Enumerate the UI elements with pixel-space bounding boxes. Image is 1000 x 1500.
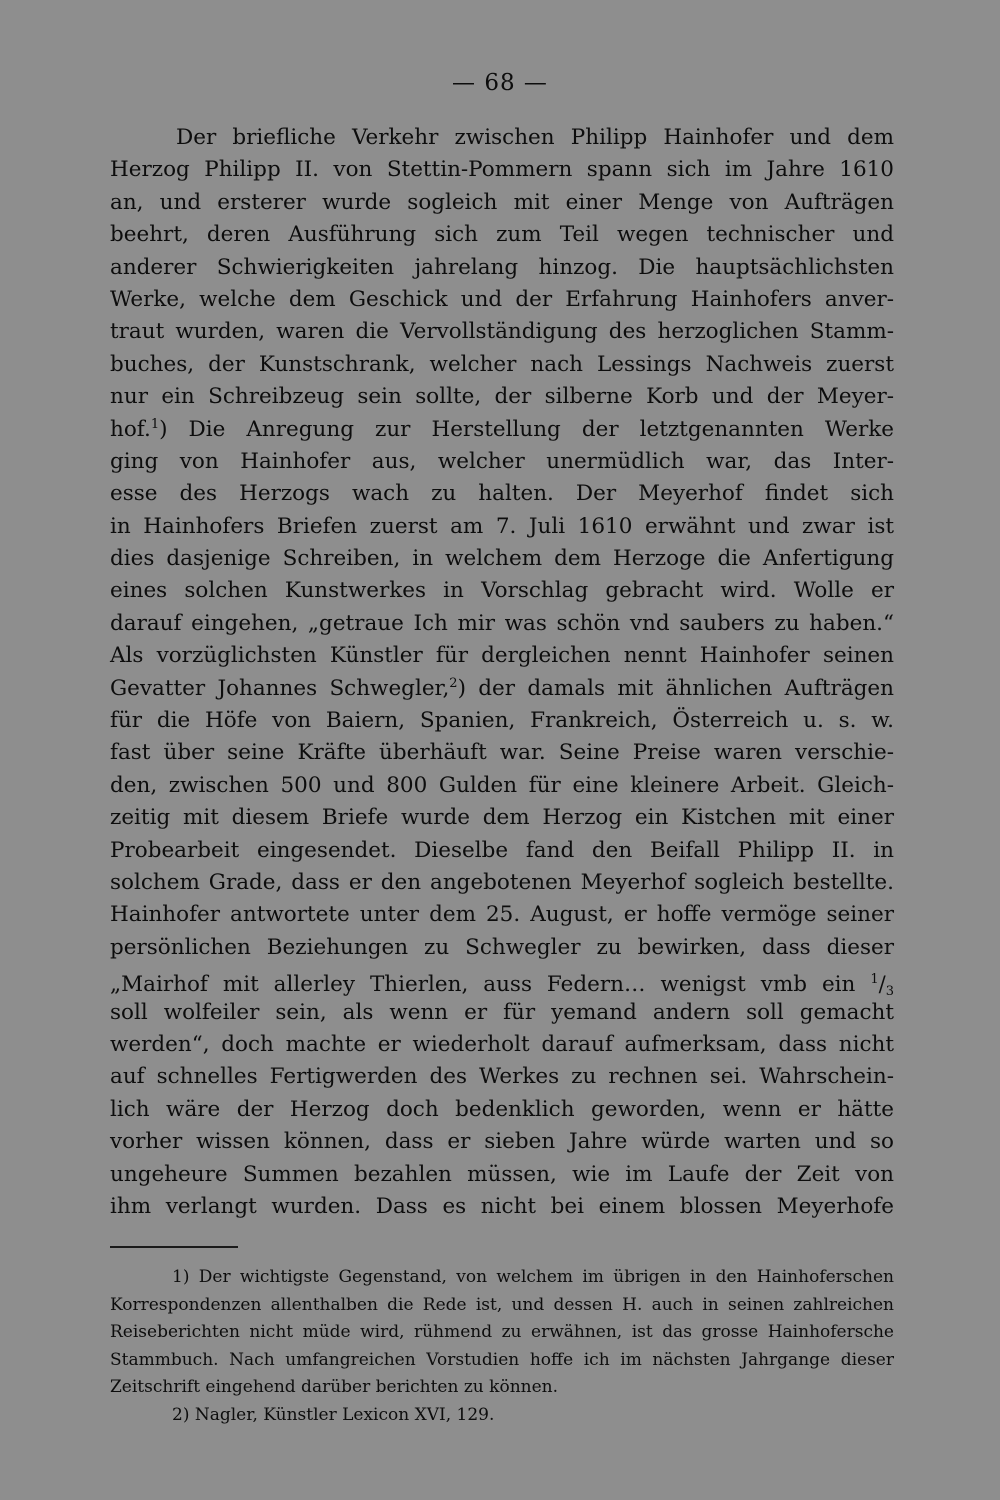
text-line: Herzog Philipp II. von Stettin-Pommern spann sich im Jahre 1610: [110, 157, 894, 183]
text-line: vorher wissen können, dass er sieben Jahre würde warten und so: [110, 1129, 894, 1155]
text-line: soll wolfeiler sein, als wenn er für yemand andern soll gemacht: [110, 999, 894, 1025]
text-line: in Hainhofers Briefen zuerst am 7. Juli 1610 erwähnt und zwar ist: [110, 513, 894, 539]
text-line: ungeheure Summen bezahlen müssen, wie im Laufe der Zeit von: [110, 1161, 894, 1187]
fraction-denominator: 3: [885, 984, 894, 1000]
text-line: Probearbeit eingesendet. Dieselbe fand den Beifall Philipp II. in: [110, 837, 894, 863]
text-line: buches, der Kunstschrank, welcher nach Lessings Nachweis zuerst: [110, 351, 894, 377]
text-line-with-footnote-ref: [110, 673, 894, 705]
main-text: [110, 122, 894, 1223]
text-line: traut wurden, waren die Vervollständigung des herzoglichen Stamm-: [110, 319, 894, 345]
fraction: $^1$/3: [870, 972, 894, 1000]
text-fragment: hof.: [110, 416, 151, 442]
footnote-line: Stammbuch. Nach umfangreichen Vorstudien hoffe ich im nächsten Jahrgange dieser: [110, 1349, 894, 1370]
text-line: zeitig mit diesem Briefe wurde dem Herzog ein Kistchen mit einer: [110, 805, 894, 831]
footnote-line: Korrespondenzen allenthalben die Rede ist, und dessen H. auch in seinen zahlreichen: [110, 1294, 894, 1315]
text-fragment: ) Die Anregung zur Herstellung der letztgenannten Werke: [159, 416, 894, 442]
footnote-line: 2) Nagler, Künstler Lexicon XVI, 129.: [172, 1404, 495, 1425]
text-fragment: „Mairhof mit allerley Thierlen, auss Federn… wenigst vmb ein: [110, 972, 871, 998]
text-line: eines solchen Kunstwerkes in Vorschlag gebracht wird. Wolle er: [110, 578, 894, 604]
text-line: lich wäre der Herzog doch bedenklich geworden, wenn er hätte: [110, 1096, 894, 1122]
text-line: persönlichen Beziehungen zu Schwegler zu bewirken, dass dieser: [110, 934, 894, 960]
text-line: darauf eingehen, „getraue Ich mir was schön vnd saubers zu haben.“: [110, 610, 894, 636]
text-line: dies dasjenige Schreiben, in welchem dem Herzoge die Anfertigung: [110, 546, 894, 572]
footnote-ref: 1: [150, 416, 160, 432]
page-number: — 68 —: [452, 70, 548, 96]
text-line: beehrt, deren Ausführung sich zum Teil wegen technischer und: [110, 222, 894, 248]
text-line: Werke, welche dem Geschick und der Erfahrung Hainhofers anver-: [110, 286, 894, 312]
footnotes: [110, 1264, 894, 1430]
fraction-numerator: 1: [870, 972, 879, 988]
text-line: an, und ersterer wurde sogleich mit einer Menge von Aufträgen: [110, 189, 894, 215]
footnote-divider: [110, 1246, 238, 1248]
text-line: für die Höfe von Baiern, Spanien, Frankreich, Österreich u. s. w.: [110, 708, 894, 734]
text-line: werden“, doch machte er wiederholt darauf aufmerksam, dass nicht: [110, 1031, 894, 1057]
text-fragment: ) der damals mit ähnlichen Aufträgen: [457, 675, 894, 701]
text-line-with-fraction: [110, 964, 894, 1000]
text-line: fast über seine Kräfte überhäuft war. Seine Preise waren verschie-: [110, 740, 894, 766]
text-line: nur ein Schreibzeug sein sollte, der silberne Korb und der Meyer-: [110, 384, 894, 410]
text-line: esse des Herzogs wach zu halten. Der Meyerhof findet sich: [110, 481, 894, 507]
text-line: solchem Grade, dass er den angebotenen Meyerhof sogleich bestellte.: [110, 869, 894, 895]
footnote-line: 1) Der wichtigste Gegenstand, von welchem im übrigen in den Hainhoferschen: [172, 1267, 894, 1287]
text-line: Als vorzüglichsten Künstler für dergleichen nennt Hainhofer seinen: [110, 643, 894, 669]
footnote-line: Reiseberichten nicht müde wird, rühmend zu erwähnen, ist das grosse Hainhofersche: [110, 1322, 894, 1343]
footnote-line: Zeitschrift eingehend darüber berichten zu können.: [110, 1377, 559, 1398]
text-line: ging von Hainhofer aus, welcher unermüdlich war, das Inter-: [110, 448, 894, 474]
text-line: anderer Schwierigkeiten jahrelang hinzog. Die hauptsächlichsten: [110, 254, 894, 280]
text-line: auf schnelles Fertigwerden des Werkes zu rechnen sei. Wahrschein-: [110, 1064, 894, 1090]
text-line: ihm verlangt wurden. Dass es nicht bei einem blossen Meyerhofe: [110, 1193, 894, 1219]
text-line: Der briefliche Verkehr zwischen Philipp Hainhofer und dem: [176, 125, 894, 150]
text-line-with-footnote-ref: [110, 414, 894, 446]
text-fragment: Gevatter Johannes Schwegler,: [110, 675, 450, 701]
text-line: Hainhofer antwortete unter dem 25. August, er hoffe vermöge seiner: [110, 902, 894, 928]
footnote-ref: 2: [449, 675, 458, 691]
text-line: den, zwischen 500 und 800 Gulden für eine kleinere Arbeit. Gleich-: [110, 772, 894, 798]
